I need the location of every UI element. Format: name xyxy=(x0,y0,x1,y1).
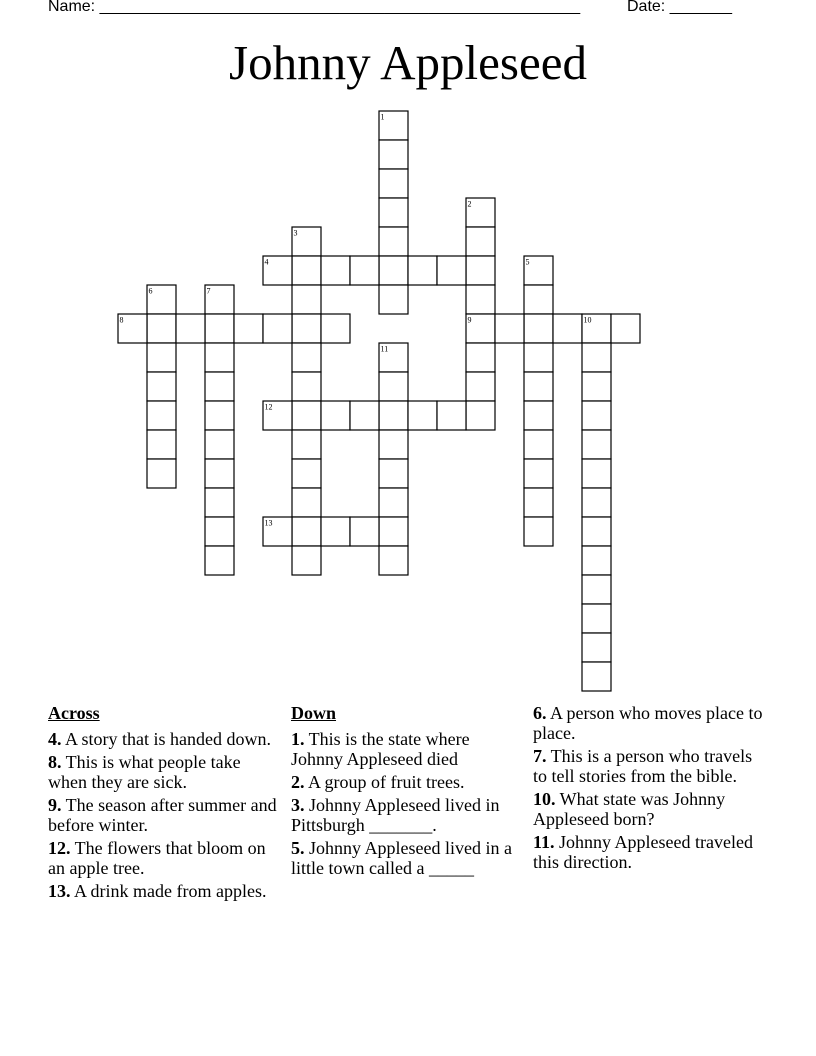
clue-item-text: This is the state where Johnny Appleseed died xyxy=(291,729,470,769)
clue-number: 10 xyxy=(583,315,592,325)
clue-number: 7 xyxy=(206,286,211,296)
grid-cell[interactable] xyxy=(321,517,350,546)
grid-cell[interactable] xyxy=(582,604,611,633)
clue-item-number: 4. xyxy=(48,729,62,749)
grid-cell[interactable] xyxy=(466,401,495,430)
clue-number: 9 xyxy=(467,315,472,325)
clue-item xyxy=(48,795,278,835)
grid-cell[interactable] xyxy=(379,546,408,575)
clue-item xyxy=(291,772,521,792)
clue-item-number: 10. xyxy=(533,789,556,809)
grid-cell[interactable] xyxy=(408,401,437,430)
clue-item-text: A story that is handed down. xyxy=(61,729,271,749)
clue-item-number: 12. xyxy=(48,838,71,858)
grid-cell[interactable] xyxy=(292,459,321,488)
clue-item-number: 5. xyxy=(291,838,305,858)
clue-item xyxy=(533,746,763,786)
grid-cell[interactable] xyxy=(524,401,553,430)
grid-cell[interactable] xyxy=(234,314,263,343)
grid-cell[interactable] xyxy=(437,401,466,430)
down-clue-list xyxy=(291,729,521,878)
clue-item xyxy=(48,729,278,749)
across-clues-column xyxy=(48,703,278,904)
grid-cell[interactable] xyxy=(147,343,176,372)
page-title: Johnny Appleseed xyxy=(229,35,587,90)
grid-cell[interactable] xyxy=(292,488,321,517)
grid-cell[interactable] xyxy=(205,517,234,546)
clue-item-number: 11. xyxy=(533,832,555,852)
grid-cell[interactable] xyxy=(466,227,495,256)
grid-cell[interactable] xyxy=(205,314,234,343)
grid-cell[interactable] xyxy=(205,488,234,517)
grid-cell[interactable] xyxy=(582,517,611,546)
grid-cell[interactable] xyxy=(147,459,176,488)
clue-item-text: What state was Johnny Appleseed born? xyxy=(533,789,726,829)
grid-cell[interactable] xyxy=(524,517,553,546)
clue-item-number: 7. xyxy=(533,746,547,766)
grid-cell[interactable] xyxy=(524,488,553,517)
clue-number: 13 xyxy=(264,518,273,528)
grid-cell[interactable] xyxy=(582,401,611,430)
grid-cell[interactable] xyxy=(553,314,582,343)
clue-item-text: Johnny Appleseed lived in Pittsburgh _______. xyxy=(291,795,500,835)
grid-cell[interactable] xyxy=(292,401,321,430)
grid-cell[interactable] xyxy=(176,314,205,343)
grid-cell[interactable] xyxy=(379,169,408,198)
clue-number: 6 xyxy=(148,286,153,296)
grid-cell[interactable] xyxy=(379,285,408,314)
clue-item-number: 1. xyxy=(291,729,305,749)
grid-cell[interactable] xyxy=(292,546,321,575)
date-field-label: Date: _______ xyxy=(627,0,732,15)
grid-cell[interactable] xyxy=(495,314,524,343)
grid-cell[interactable] xyxy=(466,285,495,314)
clue-item-text: This is what people take when they are sick. xyxy=(48,752,241,792)
down-clues-column xyxy=(291,703,521,881)
grid-cell[interactable] xyxy=(466,256,495,285)
grid-cell[interactable] xyxy=(379,488,408,517)
grid-cell[interactable] xyxy=(292,517,321,546)
clue-item-text: A group of fruit trees. xyxy=(304,772,465,792)
grid-cell[interactable] xyxy=(524,343,553,372)
clue-item-number: 9. xyxy=(48,795,62,815)
grid-cell[interactable] xyxy=(379,198,408,227)
grid-cell[interactable] xyxy=(582,546,611,575)
clue-item xyxy=(291,838,521,878)
grid-cell[interactable] xyxy=(582,488,611,517)
grid-cell[interactable] xyxy=(379,256,408,285)
grid-cell[interactable] xyxy=(524,314,553,343)
grid-cell[interactable] xyxy=(524,459,553,488)
clue-item xyxy=(291,795,521,835)
grid-cell[interactable] xyxy=(582,575,611,604)
clue-item-text: A drink made from apples. xyxy=(70,881,267,901)
clue-item-text: The flowers that bloom on an apple tree. xyxy=(48,838,266,878)
grid-cell[interactable] xyxy=(321,401,350,430)
clue-item-text: A person who moves place to place. xyxy=(533,703,763,743)
grid-cell[interactable] xyxy=(292,285,321,314)
name-field-label: Name: ______________________________________________________ xyxy=(48,0,581,15)
grid-cell[interactable] xyxy=(582,662,611,691)
clue-item xyxy=(533,703,763,743)
clue-item xyxy=(48,881,278,901)
clue-number: 3 xyxy=(293,228,298,238)
grid-cell[interactable] xyxy=(379,517,408,546)
clue-number: 8 xyxy=(119,315,124,325)
grid-cell[interactable] xyxy=(524,372,553,401)
clue-item-number: 2. xyxy=(291,772,305,792)
grid-cell[interactable] xyxy=(292,256,321,285)
grid-cell[interactable] xyxy=(292,430,321,459)
clue-item-text: Johnny Appleseed lived in a little town called a _____ xyxy=(291,838,512,878)
clue-item xyxy=(533,832,763,872)
down-heading: Down xyxy=(291,703,337,723)
grid-cell[interactable] xyxy=(321,256,350,285)
clue-number: 4 xyxy=(264,257,269,267)
grid-cell[interactable] xyxy=(205,401,234,430)
clue-item-number: 3. xyxy=(291,795,305,815)
grid-cell[interactable] xyxy=(466,372,495,401)
grid-cell[interactable] xyxy=(147,401,176,430)
grid-cell[interactable] xyxy=(582,372,611,401)
clue-item xyxy=(48,752,278,792)
clue-item-text: The season after summer and before winter. xyxy=(48,795,277,835)
grid-cell[interactable] xyxy=(292,372,321,401)
grid-cell[interactable] xyxy=(524,285,553,314)
grid-cell[interactable] xyxy=(205,430,234,459)
grid-cell[interactable] xyxy=(611,314,640,343)
grid-cell[interactable] xyxy=(350,256,379,285)
grid-cell[interactable] xyxy=(350,517,379,546)
across-heading: Across xyxy=(48,703,100,723)
down-clues-column-continued xyxy=(533,703,763,875)
clue-item-number: 8. xyxy=(48,752,62,772)
grid-cell[interactable] xyxy=(582,430,611,459)
grid-cell[interactable] xyxy=(292,314,321,343)
clue-item-number: 13. xyxy=(48,881,71,901)
grid-cell[interactable] xyxy=(350,401,379,430)
grid-cell[interactable] xyxy=(205,372,234,401)
grid-cell[interactable] xyxy=(379,401,408,430)
clue-item-number: 6. xyxy=(533,703,547,723)
grid-cell[interactable] xyxy=(263,314,292,343)
grid-cell[interactable] xyxy=(408,256,437,285)
grid-cell[interactable] xyxy=(379,227,408,256)
grid-cell[interactable] xyxy=(582,343,611,372)
grid-cell[interactable] xyxy=(379,372,408,401)
grid-cell[interactable] xyxy=(582,459,611,488)
grid-cell[interactable] xyxy=(379,140,408,169)
grid-cell[interactable] xyxy=(147,314,176,343)
clue-item-text: Johnny Appleseed traveled this direction. xyxy=(533,832,753,872)
down-clue-list-continued xyxy=(533,703,763,872)
grid-cell[interactable] xyxy=(379,430,408,459)
grid-cell[interactable] xyxy=(437,256,466,285)
clue-item xyxy=(291,729,521,769)
grid-cell[interactable] xyxy=(379,459,408,488)
clue-number: 11 xyxy=(380,344,389,354)
clue-number: 12 xyxy=(264,402,273,412)
clue-number: 1 xyxy=(380,112,385,122)
clue-number: 2 xyxy=(467,199,472,209)
clue-item xyxy=(48,838,278,878)
grid-cell[interactable] xyxy=(292,343,321,372)
grid-cell[interactable] xyxy=(205,343,234,372)
clue-number: 5 xyxy=(525,257,530,267)
across-clue-list xyxy=(48,729,278,901)
grid-cell[interactable] xyxy=(147,430,176,459)
grid-cell[interactable] xyxy=(147,372,176,401)
clue-item-text: This is a person who travels to tell stories from the bible. xyxy=(533,746,753,786)
grid-cell[interactable] xyxy=(321,314,350,343)
grid-cell[interactable] xyxy=(205,459,234,488)
grid-cell[interactable] xyxy=(582,633,611,662)
grid-cell[interactable] xyxy=(205,546,234,575)
grid-cell[interactable] xyxy=(524,430,553,459)
grid-cell[interactable] xyxy=(466,343,495,372)
clue-item xyxy=(533,789,763,829)
